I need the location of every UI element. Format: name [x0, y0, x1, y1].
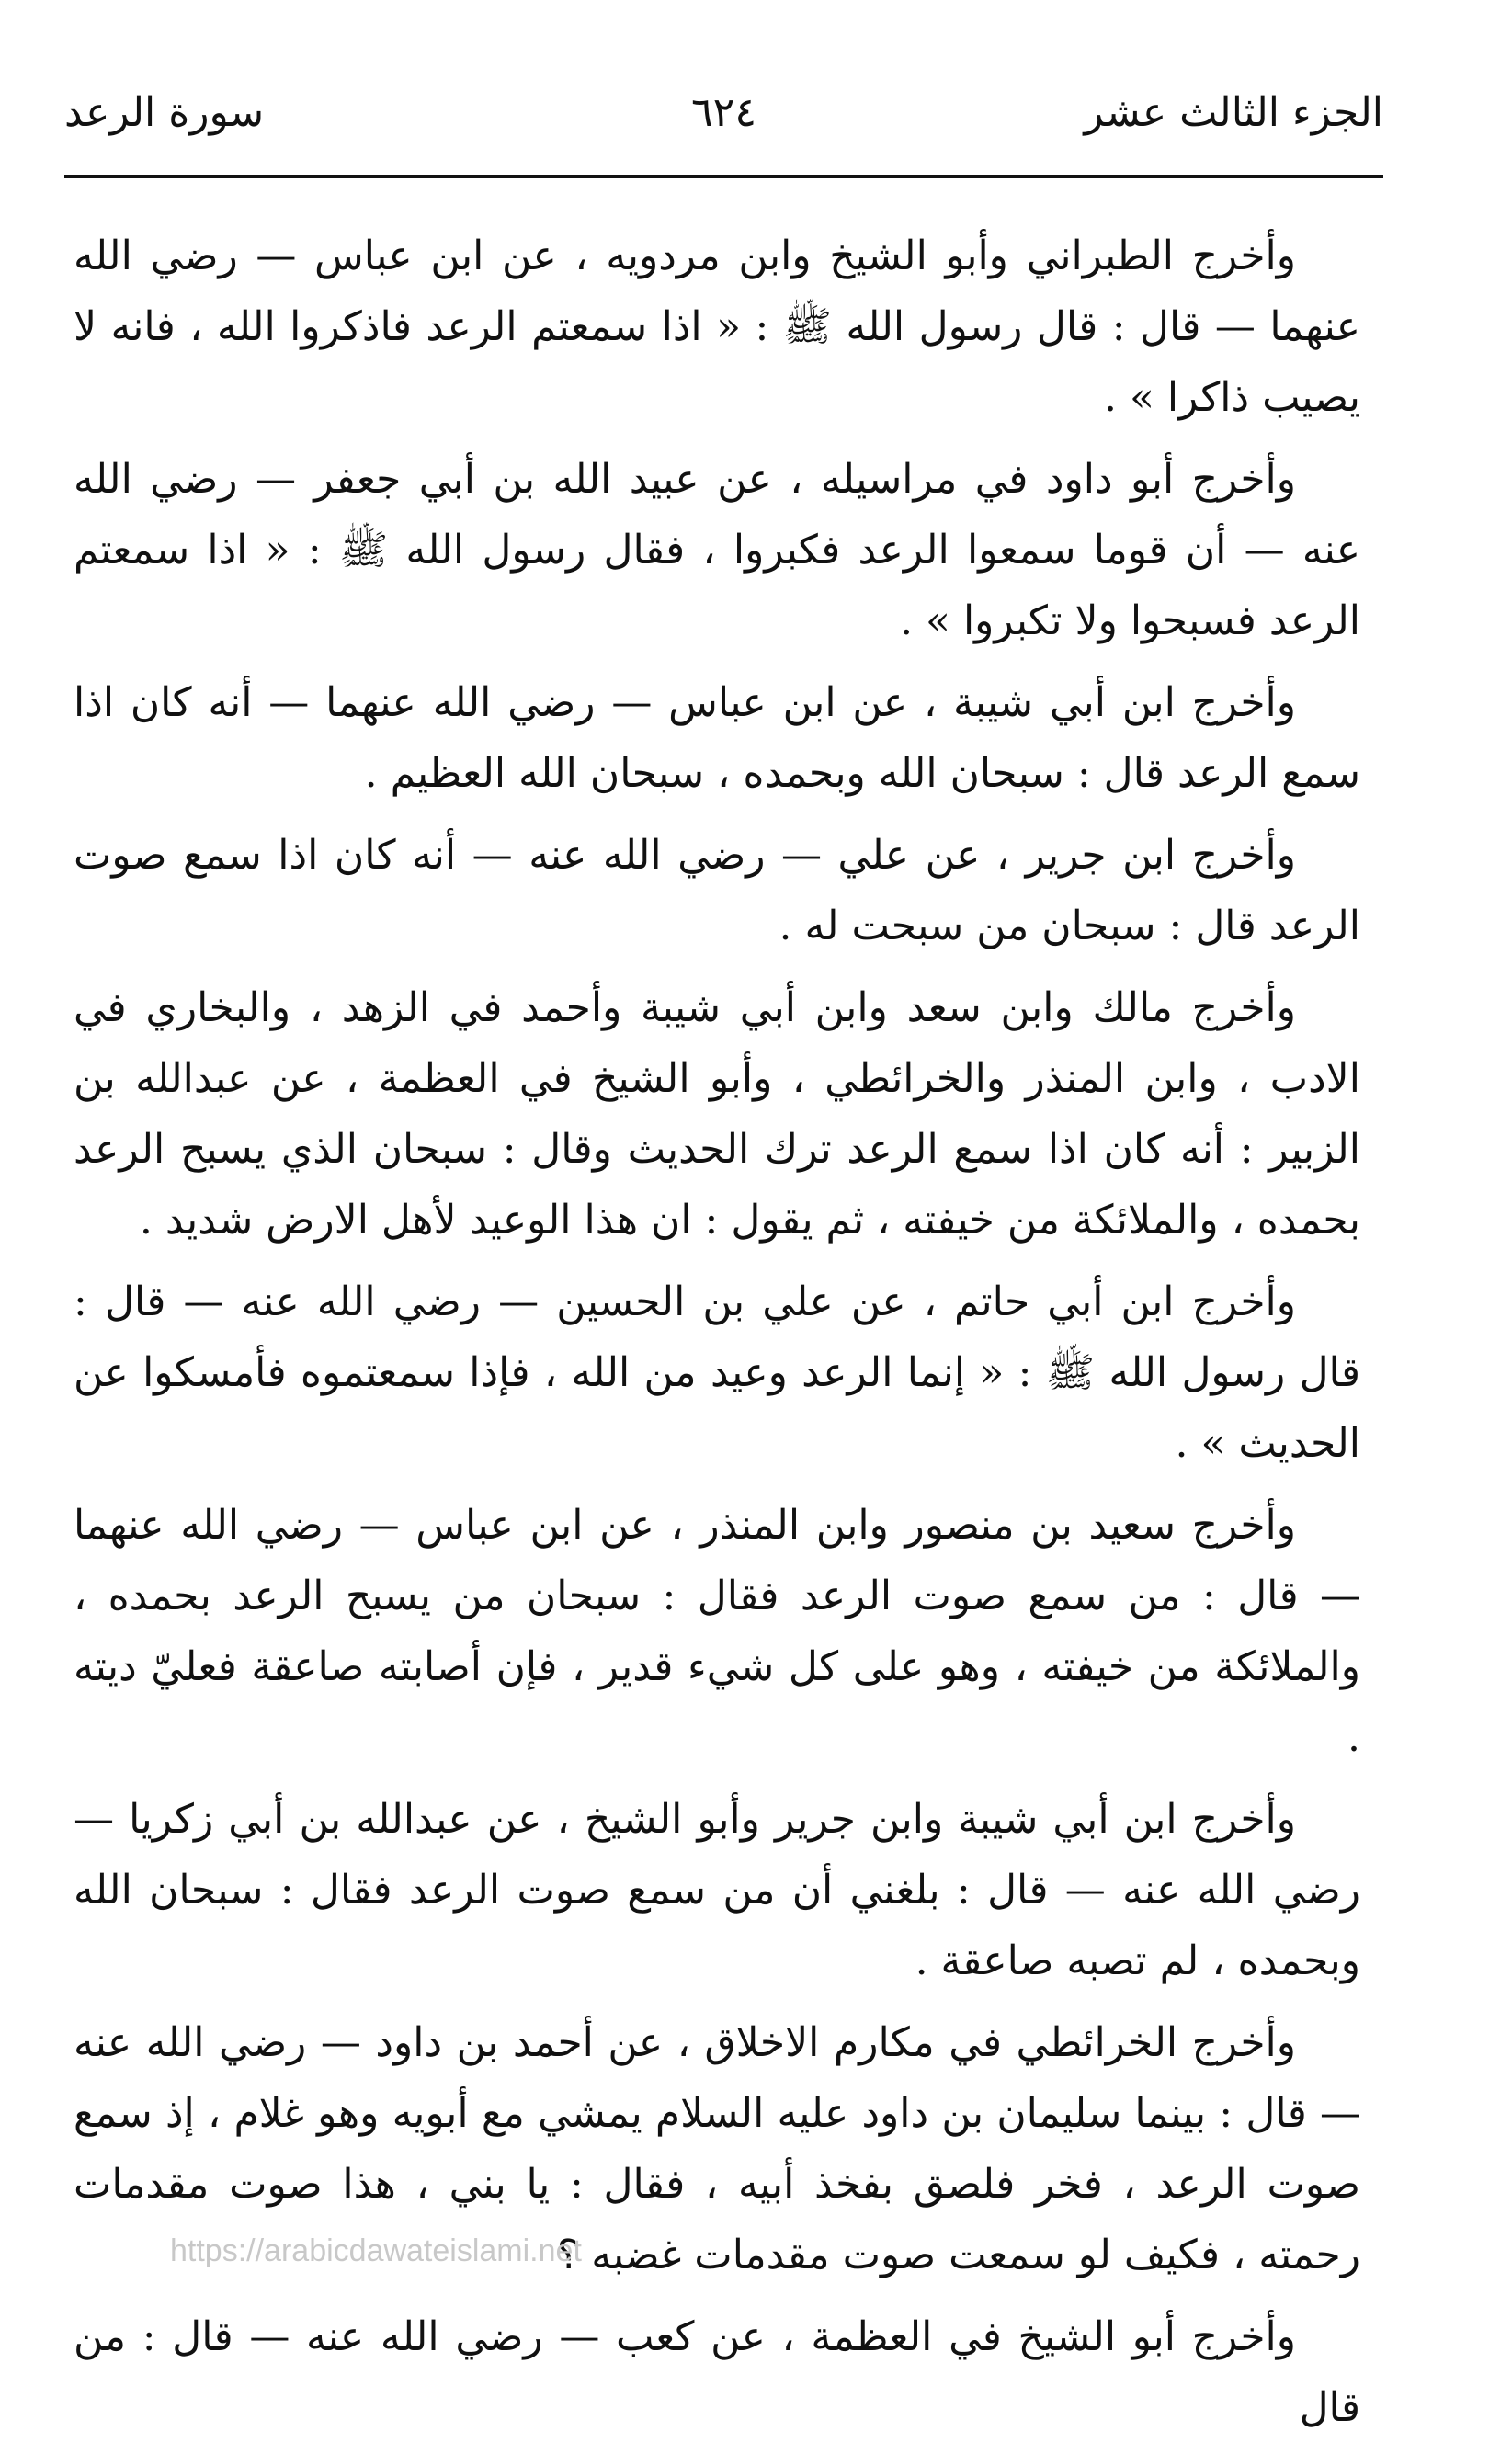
- paragraph: وأخرج الخرائطي في مكارم الاخلاق ، عن أحمد بن داود — رضي الله عنه — قال : بينما سليمان بن داود عليه السلام يمشي مع أبويه وهو غلام ، إذ سمع صوت الرعد ، فخر فلصق بفخذ أبيه ، فقال : يا بني ، هذا صوت مقدمات رحمته ، فكيف لو سمعت صوت مقدمات غضبه ؟: [74, 2019, 1360, 2278]
- header-surah-title: سورة الرعد: [64, 89, 265, 136]
- header-divider: [64, 175, 1383, 178]
- paragraph: وأخرج أبو داود في مراسيله ، عن عبيد الله بن أبي جعفر — رضي الله عنه — أن قوما سمعوا الرعد فكبروا ، فقال رسول الله ﷺ : « اذا سمعتم الرعد فسبحوا ولا تكبروا » .: [74, 456, 1360, 644]
- page-header: [64, 81, 1383, 154]
- header-part-title: الجزء الثالث عشر: [1084, 89, 1383, 136]
- paragraph: وأخرج ابن أبي حاتم ، عن علي بن الحسين — رضي الله عنه — قال : قال رسول الله ﷺ : « إنما الرعد وعيد من الله ، فإذا سمعتموه فأمسكوا عن الحديث » .: [74, 1278, 1360, 1467]
- paragraph: وأخرج الطبراني وأبو الشيخ وابن مردويه ، عن ابن عباس — رضي الله عنهما — قال : قال رسول الله ﷺ : « اذا سمعتم الرعد فاذكروا الله ، فانه لا يصيب ذاكرا » .: [74, 233, 1360, 421]
- paragraph: وأخرج أبو الشيخ في العظمة ، عن كعب — رضي الله عنه — قال : من قال: [74, 2313, 1360, 2431]
- page-body: [74, 221, 1360, 2454]
- paragraph: وأخرج ابن أبي شيبة وابن جرير وأبو الشيخ ، عن عبدالله بن أبي زكريا — رضي الله عنه — قال : بلغني أن من سمع صوت الرعد فقال : سبحان الله وبحمده ، لم تصبه صاعقة .: [74, 1796, 1360, 1984]
- paragraph: وأخرج سعيد بن منصور وابن المنذر ، عن ابن عباس — رضي الله عنهما — قال : من سمع صوت الرعد فقال : سبحان من يسبح الرعد بحمده ، والملائكة من خيفته ، وهو على كل شيء قدير ، فإن أصابته صاعقة فعليّ ديته .: [74, 1502, 1360, 1761]
- paragraph: وأخرج مالك وابن سعد وابن أبي شيبة وأحمد في الزهد ، والبخاري في الادب ، وابن المنذر والخرائطي ، وأبو الشيخ في العظمة ، عن عبدالله بن الزبير : أنه كان اذا سمع الرعد ترك الحديث وقال : سبحان الذي يسبح الرعد بحمده ، والملائكة من خيفته ، ثم يقول : ان هذا الوعيد لأهل الارض شديد .: [74, 984, 1360, 1244]
- paragraph: وأخرج ابن أبي شيبة ، عن ابن عباس — رضي الله عنهما — أنه كان اذا سمع الرعد قال : سبحان الله وبحمده ، سبحان الله العظيم .: [74, 679, 1360, 797]
- paragraph: وأخرج ابن جرير ، عن علي — رضي الله عنه — أنه كان اذا سمع صوت الرعد قال : سبحان من سبحت له .: [74, 832, 1360, 949]
- page-number: ٦٢٤: [691, 89, 756, 136]
- watermark-url: https://arabicdawateislami.net: [170, 2233, 582, 2268]
